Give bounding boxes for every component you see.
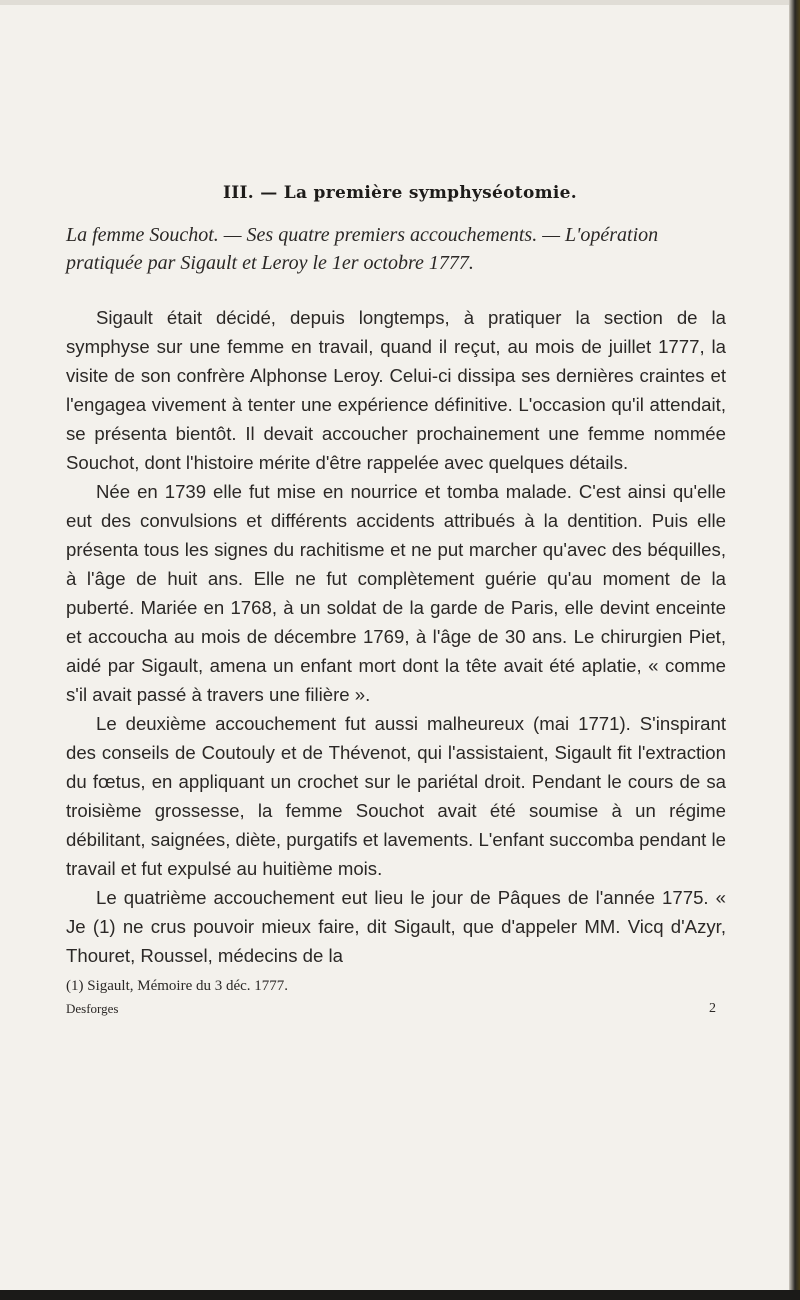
paragraph: Née en 1739 elle fut mise en nourrice et tomba malade. C'est ainsi qu'elle eut des convulsions et différents accidents attribués à la dentition. Puis elle présenta tous les signes du rachitisme et ne put marcher qu'avec des béquilles, à l'âge de huit ans. Elle ne fut complètement guérie qu'au moment de la puberté. Mariée en 1768, à un soldat de la garde de Paris, elle devint enceinte et accoucha au mois de décembre 1769, à l'âge de 30 ans. Le chirurgien Piet, aidé par Sigault, amena un enfant mort dont la tête avait été aplatie, « comme s'il avait passé à travers une filière ». — [66, 481, 726, 705]
bottom-edge — [0, 1290, 800, 1300]
footnote: (1) Sigault, Mémoire du 3 déc. 1777. — [66, 978, 289, 994]
page-footer — [66, 1001, 716, 1017]
section-heading: III. — La première symphyséotomie. — [223, 183, 577, 203]
top-edge — [0, 0, 800, 5]
section-subtitle: La femme Souchot. — Ses quatre premiers accouchements. — L'opération pratiquée par Sigault et Leroy le 1er octobre 1777. — [66, 224, 659, 274]
signature-mark: 2 — [709, 1001, 716, 1016]
paragraph: Le deuxième accouchement fut aussi malheureux (mai 1771). S'inspirant des conseils de Coutouly et de Thévenot, qui l'assistaient, Sigault fit l'extraction du fœtus, en appliquant un crochet sur le pariétal droit. Pendant le cours de sa troisième grossesse, la femme Souchot avait été soumise à un régime débilitant, saignées, diète, purgatifs et lavements. L'enfant succomba pendant le travail et fut expulsé au huitième mois. — [66, 713, 726, 879]
page-content — [66, 183, 726, 1017]
paragraph: Sigault était décidé, depuis longtemps, à pratiquer la section de la symphyse sur une femme en travail, quand il reçut, au mois de juillet 1777, la visite de son confrère Alphonse Leroy. Celui-ci dissipa ses dernières craintes et l'engagea vivement à tenter une expérience définitive. L'occasion qu'il attendait, se présenta bientôt. Il devait accoucher prochainement une femme nommée Souchot, dont l'histoire mérite d'être rappelée avec quelques détails. — [66, 307, 726, 473]
page-binding-edge — [789, 0, 800, 1300]
footer-author: Desforges — [66, 1001, 119, 1016]
paragraph: Le quatrième accouchement eut lieu le jour de Pâques de l'année 1775. « Je (1) ne crus pouvoir mieux faire, dit Sigault, que d'appeler MM. Vicq d'Azyr, Thouret, Roussel, médecins de la — [66, 887, 726, 966]
